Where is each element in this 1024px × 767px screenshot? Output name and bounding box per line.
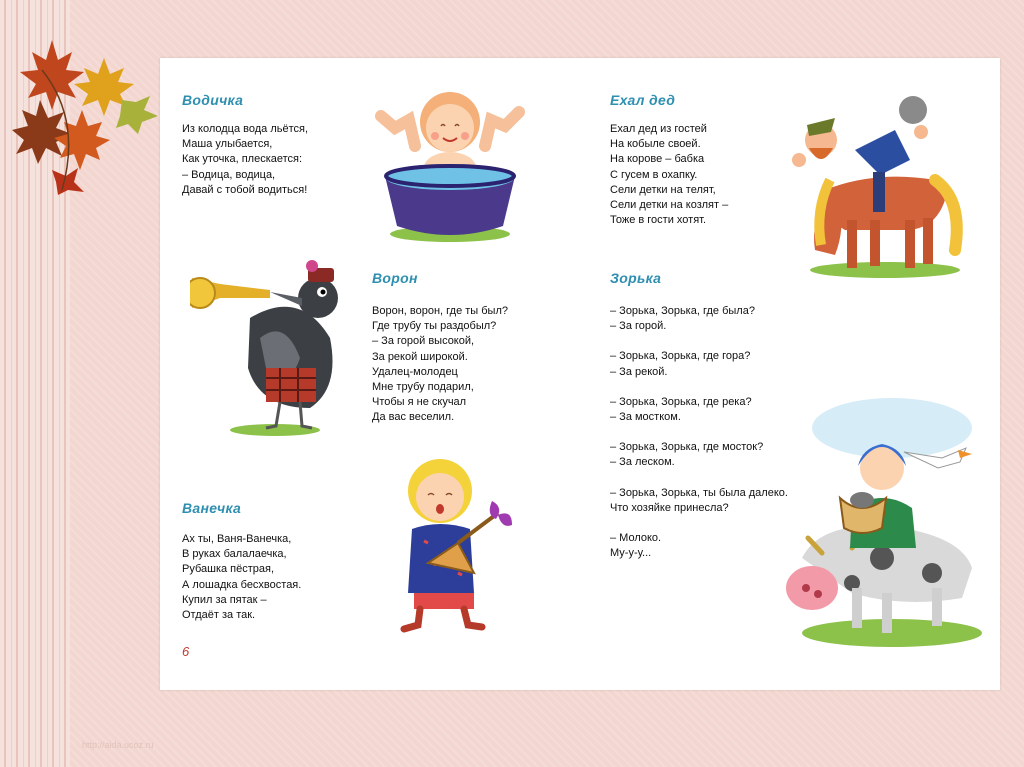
autumn-leaves-decoration xyxy=(12,30,162,195)
poem-title-vanechka: Ванечка xyxy=(182,500,242,516)
stanza-gap xyxy=(610,380,788,395)
source-watermark: http://aida.ucoz.ru xyxy=(82,740,154,750)
poem-line: Тоже в гости хотят. xyxy=(610,214,707,227)
poem-line: На кобыле своей. xyxy=(610,138,701,151)
poem-line: – За рекой. xyxy=(610,365,668,378)
girl-in-tub-illustration xyxy=(375,76,525,244)
poem-line: Сели детки на телят, xyxy=(610,183,716,196)
stanza-gap xyxy=(610,425,788,440)
poem-line: – Зорька, Зорька, где была? xyxy=(610,305,755,317)
stanza-gap xyxy=(610,334,788,349)
poem-line: Чтобы я не скучал xyxy=(372,396,467,409)
poem-line: – За горой высокой, xyxy=(372,335,475,348)
grandfather-on-horse-illustration xyxy=(785,80,965,280)
poem-line: Ворон, ворон, где ты был? xyxy=(372,305,508,317)
poem-vanechka xyxy=(182,532,301,623)
page-number: 6 xyxy=(182,644,190,659)
poem-voron xyxy=(372,304,508,426)
poem-line: – Водица, водица, xyxy=(182,168,276,181)
poem-line: – Зорька, Зорька, где гора? xyxy=(610,350,751,363)
poem-line: Давай с тобой водиться! xyxy=(182,183,308,196)
poem-line: – За мостком. xyxy=(610,411,681,424)
poem-ehal-ded xyxy=(610,122,728,228)
poem-line: Мне трубу подарил, xyxy=(372,381,474,394)
poem-line: Как уточка, плескается: xyxy=(182,153,303,166)
stanza-gap xyxy=(610,516,788,531)
poem-line: Купил за пятак – xyxy=(182,593,267,606)
poem-line: – Зорька, Зорька, где река? xyxy=(610,395,752,408)
book-page xyxy=(160,58,1000,690)
poem-line: Из колодца вода льётся, xyxy=(182,123,309,135)
poem-line: – За горой. xyxy=(610,320,667,333)
poem-line: За рекой широкой. xyxy=(372,350,468,363)
poem-line: Да вас веселил. xyxy=(372,411,455,424)
poem-line: – За леском. xyxy=(610,456,675,469)
poem-vodichka xyxy=(182,122,308,198)
poem-title-voron: Ворон xyxy=(372,270,418,286)
poem-line: Маша улыбается, xyxy=(182,138,273,151)
poem-line: Ах ты, Ваня-Ванечка, xyxy=(182,533,292,545)
poem-line: Сели детки на козлят – xyxy=(610,199,729,212)
poem-line: – Молоко. xyxy=(610,532,662,545)
crow-with-trumpet-illustration xyxy=(190,258,350,438)
poem-title-vodichka: Водичка xyxy=(182,92,244,108)
poem-line: Му-у-у... xyxy=(610,547,652,560)
poem-title-ehal-ded: Ехал дед xyxy=(610,92,676,108)
poem-line: В руках балалаечка, xyxy=(182,548,287,561)
poem-line: – Зорька, Зорька, ты была далеко. xyxy=(610,486,788,499)
poem-line: Удалец-молодец xyxy=(372,365,458,378)
poem-line: На корове – бабка xyxy=(610,153,705,166)
poem-line: Что хозяйке принесла? xyxy=(610,501,729,514)
stanza-gap xyxy=(610,471,788,486)
poem-line: Где трубу ты раздобыл? xyxy=(372,320,497,333)
poem-line: А лошадка бесхвостая. xyxy=(182,578,302,591)
boy-with-balalaika-illustration xyxy=(388,453,518,633)
girl-on-cow-illustration xyxy=(782,388,982,648)
poem-title-zorka: Зорька xyxy=(610,270,662,286)
poem-line: Рубашка пёстрая, xyxy=(182,563,275,576)
poem-line: С гусем в охапку. xyxy=(610,168,698,181)
poem-line: – Зорька, Зорька, где мосток? xyxy=(610,441,764,454)
poem-zorka xyxy=(610,304,788,561)
poem-line: Ехал дед из гостей xyxy=(610,123,707,135)
poem-line: Отдаёт за так. xyxy=(182,609,256,622)
